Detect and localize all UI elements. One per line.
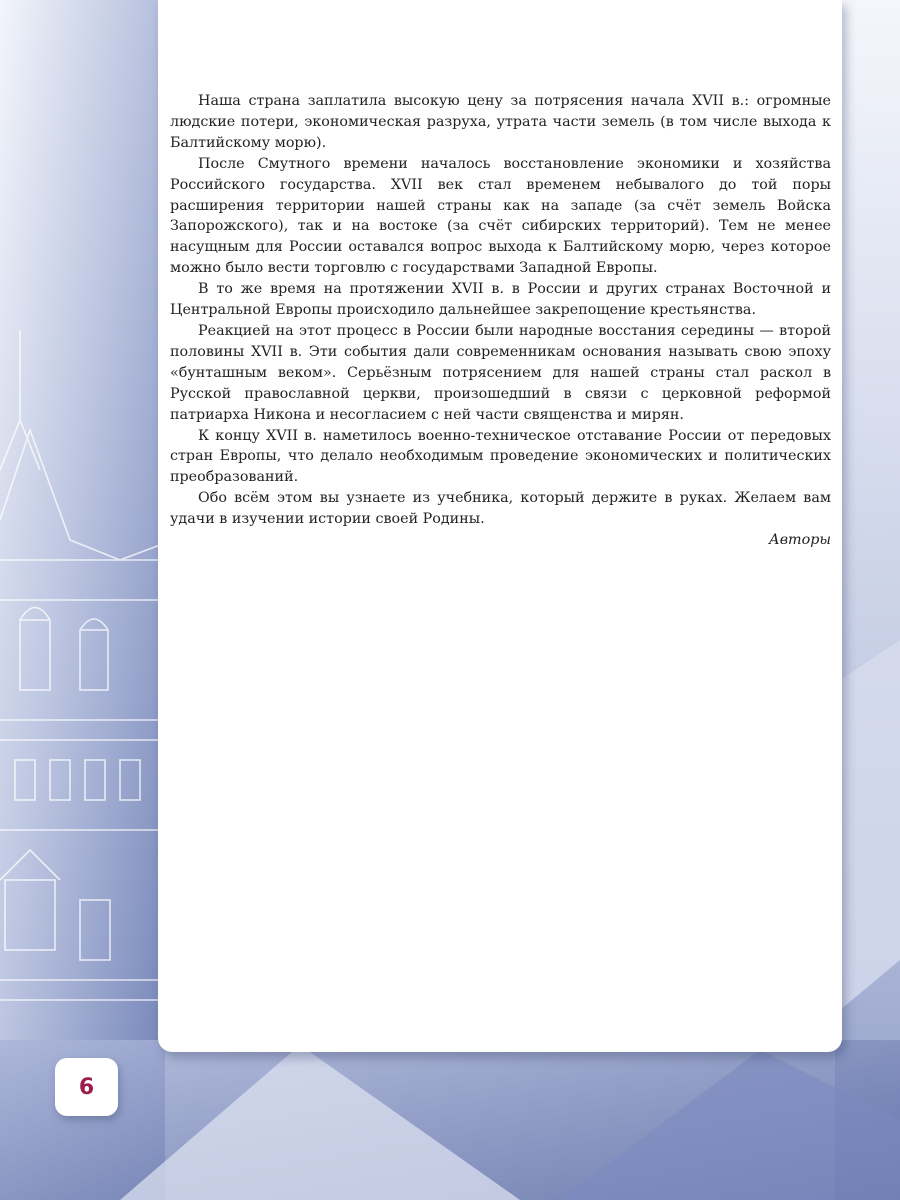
paragraph-6: Обо всём этом вы узнаете из учебника, который держите в руках. Желаем вам удачи в изучении истории своей Родины. (170, 490, 831, 528)
paragraph-1: Наша страна заплатила высокую цену за потрясения начала XVII в.: огромные людские потери, экономическая разруха, утрата части земель (в том числе выхода к Балтийскому морю). (170, 93, 831, 151)
page-number: 6 (78, 1074, 95, 1100)
authors-signature: Авторы (768, 532, 831, 549)
paragraph-5: К концу XVII в. наметилось военно-техническое отставание России от передовых стран Европы, что делало необходимым проведение экономических и политических преобразований. (170, 427, 831, 486)
body-text (170, 91, 831, 551)
paragraph-2: После Смутного времени началось восстановление экономики и хозяйства Российского государства. XVII век стал временем небывалого до той поры расширения территории нашей страны как на западе (за счёт земель Войска Запорожского), так и на востоке (за счёт сибирских территорий). Тем не менее насущным для России оставался вопрос выхода к Балтийскому морю, через которое можно было вести торговлю с государствами Западной Европы. (170, 155, 831, 277)
paragraph-3: В то же время на протяжении XVII в. в России и других странах Восточной и Центральной Европы происходило дальнейшее закрепощение крестьянства. (170, 281, 831, 319)
page-number-badge (55, 1058, 118, 1116)
paragraph-4: Реакцией на этот процесс в России были народные восстания середины — второй половины XVII в. Эти события дали современникам основания называть свою эпоху «бунташным веком». Серьёзным потрясением для нашей страны стал раскол в Русской православной церкви, произошедший в связи с церковной реформой патриарха Никона и несогласием с ней части священства и мирян. (170, 322, 831, 423)
